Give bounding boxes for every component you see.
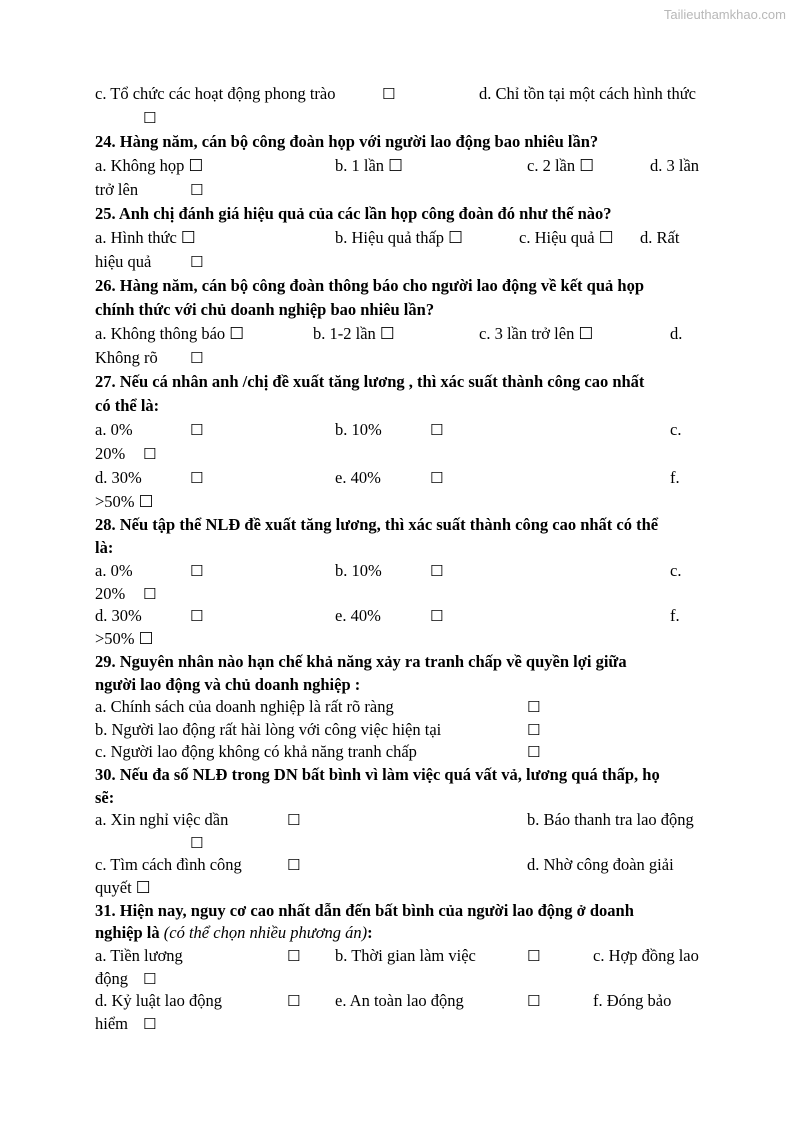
checkbox-icon[interactable]: ☐ [430, 469, 444, 487]
q27-title-cont: có thể là: [95, 396, 160, 415]
checkbox-icon[interactable]: ☐ [287, 947, 301, 965]
q31-title-cont [95, 923, 373, 943]
checkbox-icon[interactable]: ☐ [190, 349, 204, 367]
checkbox-icon[interactable]: ☐ [527, 947, 541, 965]
q28-option-b: b. 10% [335, 561, 382, 580]
checkbox-icon[interactable]: ☐ [190, 253, 204, 271]
q31-title-colon: : [367, 923, 373, 942]
q27-option-b: b. 10% [335, 420, 382, 439]
q30-option-d: d. Nhờ công đoàn giải [527, 855, 674, 874]
q30-title: 30. Nếu đa số NLĐ trong DN bất bình vì làm việc quá vất vả, lương quá thấp, họ [95, 765, 660, 784]
q28-option-c: c. [670, 561, 682, 580]
q31-option-e: e. An toàn lao động [335, 991, 464, 1010]
q26-title-cont: chính thức với chủ doanh nghiệp bao nhiêu lần? [95, 300, 435, 319]
q25-title: 25. Anh chị đánh giá hiệu quả của các lần họp công đoàn đó như thế nào? [95, 204, 612, 223]
q27-option-c-cont: 20% [95, 444, 126, 463]
q29-option-c: c. Người lao động không có khả năng tranh chấp [95, 742, 417, 761]
q24-option-c: c. 2 lần ☐ [527, 156, 595, 175]
q27-option-e: e. 40% [335, 468, 381, 487]
q26-option-d-cont: Không rõ [95, 348, 158, 367]
q24-option-d-cont: trở lên [95, 180, 139, 199]
q31-option-c-cont: động [95, 969, 128, 988]
checkbox-icon[interactable]: ☐ [287, 992, 301, 1010]
checkbox-icon[interactable]: ☐ [190, 421, 204, 439]
q28-option-f: f. [670, 606, 680, 625]
q30-option-c: c. Tìm cách đình công [95, 855, 242, 874]
q27-option-c: c. [670, 420, 682, 439]
q26-option-b: b. 1-2 lần ☐ [313, 324, 395, 343]
q25-option-c: c. Hiệu quả ☐ [519, 228, 614, 247]
checkbox-icon[interactable]: ☐ [527, 721, 541, 739]
checkbox-icon[interactable]: ☐ [143, 970, 157, 988]
checkbox-icon[interactable]: ☐ [527, 992, 541, 1010]
checkbox-icon[interactable]: ☐ [143, 1015, 157, 1033]
q27-title: 27. Nếu cá nhân anh /chị đề xuất tăng lương , thì xác suất thành công cao nhất [95, 372, 645, 391]
q31-title-note: (có thể chọn nhiều phương án) [163, 923, 368, 942]
checkbox-icon[interactable]: ☐ [287, 856, 301, 874]
q25-option-b: b. Hiệu quả thấp ☐ [335, 228, 463, 247]
checkbox-icon[interactable]: ☐ [143, 585, 157, 603]
q24-option-d: d. 3 lần [650, 156, 700, 175]
q28-option-f-cont: >50% ☐ [95, 629, 154, 648]
q25-option-a: a. Hình thức ☐ [95, 228, 196, 247]
checkbox-icon[interactable]: ☐ [430, 421, 444, 439]
checkbox-icon[interactable]: ☐ [190, 469, 204, 487]
q23-option-c: c. Tổ chức các hoạt động phong trào [95, 84, 336, 103]
q28-option-c-cont: 20% [95, 584, 126, 603]
checkbox-icon[interactable]: ☐ [143, 109, 157, 127]
q29-title: 29. Nguyên nhân nào hạn chế khả năng xảy ra tranh chấp về quyền lợi giữa [95, 652, 627, 671]
checkbox-icon[interactable]: ☐ [430, 607, 444, 625]
q31-option-d: d. Kỷ luật lao động [95, 991, 222, 1010]
checkbox-icon[interactable]: ☐ [382, 85, 396, 103]
q31-title: 31. Hiện nay, nguy cơ cao nhất dẫn đến bất bình của người lao động ở doanh [95, 901, 634, 920]
q27-option-f-cont: >50% ☐ [95, 492, 154, 511]
watermark: Tailieuthamkhao.com [663, 7, 786, 22]
q24-title: 24. Hàng năm, cán bộ công đoàn họp với người lao động bao nhiêu lần? [95, 132, 599, 151]
checkbox-icon[interactable]: ☐ [143, 445, 157, 463]
q28-option-a: a. 0% [95, 561, 133, 580]
q28-title: 28. Nếu tập thể NLĐ đề xuất tăng lương, thì xác suất thành công cao nhất có thể [95, 515, 659, 534]
q31-option-a: a. Tiền lương [95, 946, 183, 965]
checkbox-icon[interactable]: ☐ [190, 834, 204, 852]
q25-option-d: d. Rất [640, 228, 680, 247]
q28-title-cont: là: [95, 538, 114, 557]
q24-option-b: b. 1 lần ☐ [335, 156, 403, 175]
q29-option-a: a. Chính sách của doanh nghiệp là rất rõ ràng [95, 697, 394, 716]
q25-option-d-cont: hiệu quả [95, 252, 152, 271]
q31-option-f: f. Đóng bảo [593, 991, 672, 1010]
checkbox-icon[interactable]: ☐ [190, 181, 204, 199]
checkbox-icon[interactable]: ☐ [190, 562, 204, 580]
q30-option-b: b. Báo thanh tra lao động [527, 810, 694, 829]
q23-option-d: d. Chỉ tồn tại một cách hình thức [479, 84, 696, 103]
q26-option-a: a. Không thông báo ☐ [95, 324, 245, 343]
checkbox-icon[interactable]: ☐ [287, 811, 301, 829]
q31-option-c: c. Hợp đồng lao [593, 946, 699, 965]
q29-title-cont: người lao động và chủ doanh nghiệp : [95, 675, 361, 694]
checkbox-icon[interactable]: ☐ [527, 743, 541, 761]
q30-title-cont: sẽ: [95, 788, 115, 807]
q28-option-e: e. 40% [335, 606, 381, 625]
checkbox-icon[interactable]: ☐ [190, 607, 204, 625]
q26-option-c: c. 3 lần trở lên ☐ [479, 324, 594, 343]
q27-option-f: f. [670, 468, 680, 487]
q31-option-b: b. Thời gian làm việc [335, 946, 476, 965]
q26-option-d: d. [670, 324, 683, 343]
q31-title-text: nghiệp là [95, 923, 164, 942]
checkbox-icon[interactable]: ☐ [430, 562, 444, 580]
q31-option-f-cont: hiểm [95, 1014, 128, 1033]
q30-option-d-cont: quyết ☐ [95, 878, 151, 897]
q24-option-a: a. Không họp ☐ [95, 156, 204, 175]
q28-option-d: d. 30% [95, 606, 142, 625]
q27-option-d: d. 30% [95, 468, 142, 487]
q27-option-a: a. 0% [95, 420, 133, 439]
checkbox-icon[interactable]: ☐ [527, 698, 541, 716]
q26-title: 26. Hàng năm, cán bộ công đoàn thông báo cho người lao động về kết quả họp [95, 276, 644, 295]
q29-option-b: b. Người lao động rất hài lòng với công việc hiện tại [95, 720, 442, 739]
q30-option-a: a. Xin nghỉ việc dần [95, 810, 229, 829]
